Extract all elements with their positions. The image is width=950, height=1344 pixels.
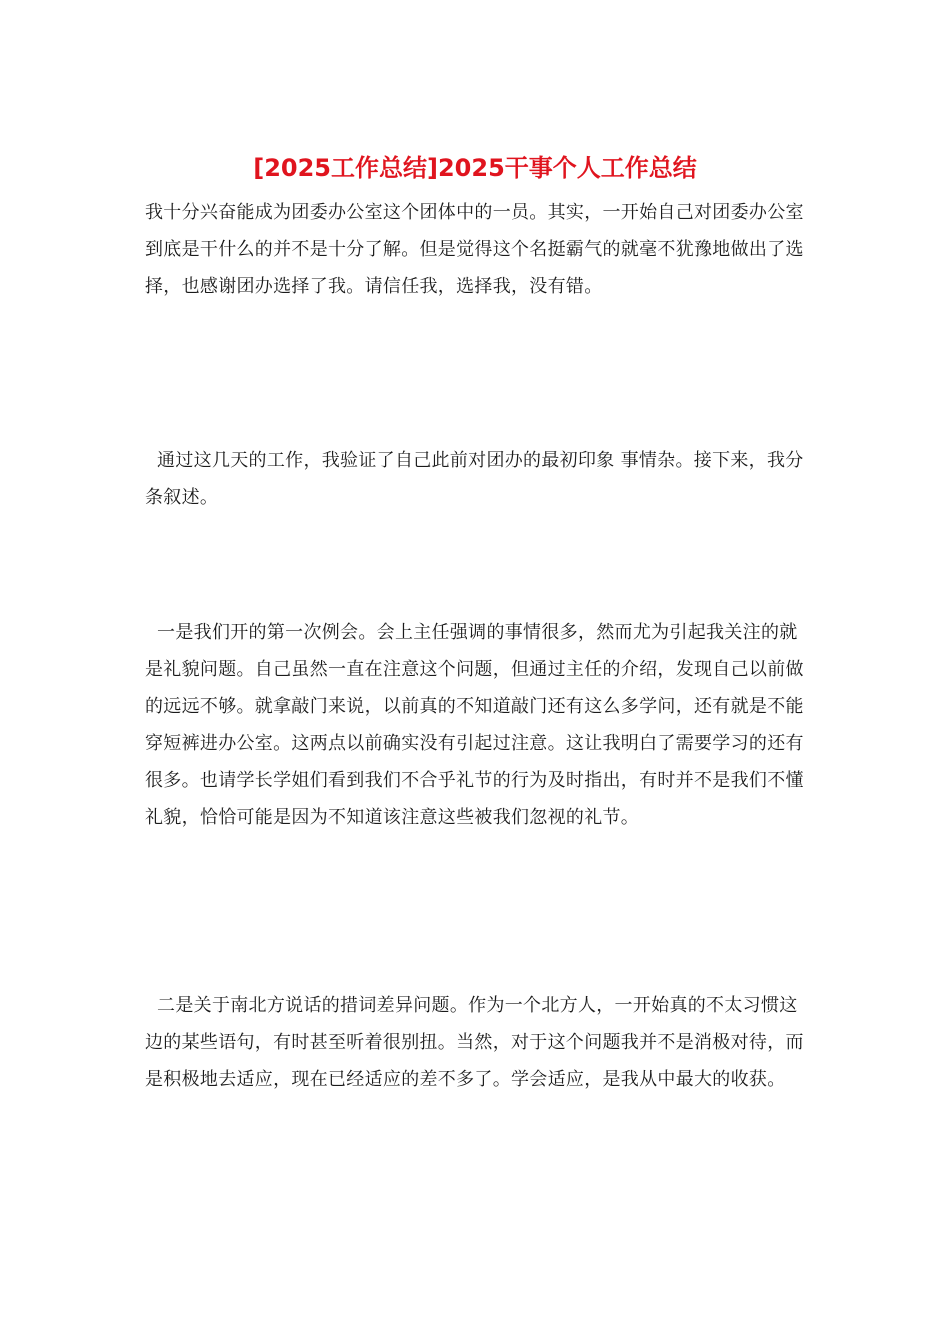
paragraph-point-two: 二是关于南北方说话的措词差异问题。作为一个北方人，一开始真的不太习惯这边的某些语句，有时甚至听着很别扭。当然，对于这个问题我并不是消极对待，而是积极地去适应，现在已经适应的差不多了。学会适应，是我从中最大的收获。 <box>145 995 804 1090</box>
paragraph-overview: 通过这几天的工作，我验证了自己此前对团办的最初印象 事情杂。接下来，我分条叙述。 <box>145 450 804 508</box>
paragraph-point-one: 一是我们开的第一次例会。会上主任强调的事情很多，然而尤为引起我关注的就是礼貌问题。自己虽然一直在注意这个问题，但通过主任的介绍，发现自己以前做的远远不够。就拿敲门来说，以前真的不知道敲门还有这么多学问，还有就是不能穿短裤进办公室。这两点以前确实没有引起过注意。这让我明白了需要学习的还有很多。也请学长学姐们看到我们不合乎礼节的行为及时指出，有时并不是我们不懂礼貌，恰恰可能是因为不知道该注意这些被我们忽视的礼节。 <box>145 622 804 828</box>
document-title: [2025工作总结]2025干事个人工作总结 <box>253 154 697 182</box>
paragraph-intro: 我十分兴奋能成为团委办公室这个团体中的一员。其实，一开始自己对团委办公室到底是干什么的并不是十分了解。但是觉得这个名挺霸气的就毫不犹豫地做出了选择，也感谢团办选择了我。请信任我，选择我，没有错。 <box>145 202 804 297</box>
